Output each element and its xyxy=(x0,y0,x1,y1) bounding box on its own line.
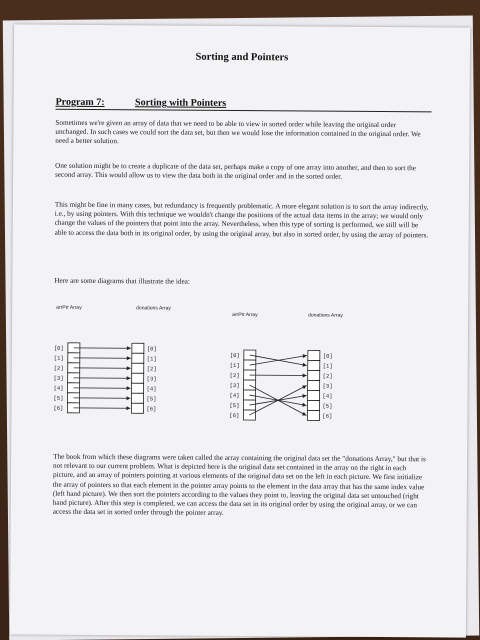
left-arrptr-label: arrPtr Array xyxy=(56,304,82,311)
diagram-unsorted xyxy=(53,305,171,414)
right-data-index: [2] xyxy=(322,372,333,380)
left-pointer-arrowhead xyxy=(127,346,131,350)
left-data-cell xyxy=(132,383,144,393)
right-data-index: [1] xyxy=(322,362,333,370)
paragraph-intro: Sometimes we're given an array of data that we need to be able to view in sorted order while leaving the original order unchanged. In such cases we could sort the data set, but then we would lose the information contained in the original order. We need a better solution. xyxy=(55,118,421,146)
right-ptr-index: [1] xyxy=(229,361,240,369)
left-ptr-index: [1] xyxy=(53,354,64,362)
left-ptr-index: [4] xyxy=(53,384,64,392)
left-pointer-arrowhead xyxy=(127,366,131,370)
left-data-cell xyxy=(132,353,144,363)
left-data-index: [5] xyxy=(146,395,157,403)
right-pointer-arrowhead xyxy=(302,394,306,398)
right-ptr-index: [3] xyxy=(229,381,240,389)
pointer-diagrams xyxy=(53,303,434,456)
right-donations-label: donations Array xyxy=(308,312,343,319)
right-data-cell xyxy=(308,380,320,390)
paragraph-explanation: The book from which these diagrams were taken called the array containing the original data set the "donations Array," but that is not relevant to our current problem. What is depicted here is the original data set contained in the array on the right in each picture, and an array of pointers pointing at various elements of the original data set on the left in each picture. We first initialize the array of pointers so that each element in the pointer array points to the element in the data array that has the same index value (left hand picture). We then sort the pointers according to the values they point to, leaving the original data set untouched (right hand picture). After this step is completed, we can access the data set in its original order by using the original array, or we can access the data set in sorted order through the pointer array. xyxy=(52,452,426,518)
right-data-cell xyxy=(308,350,320,360)
program-heading xyxy=(56,97,432,113)
left-data-index: [2] xyxy=(146,365,157,373)
right-data-cell xyxy=(307,400,319,410)
right-data-cell xyxy=(308,360,320,370)
right-data-cell xyxy=(308,390,320,400)
right-ptr-index: [6] xyxy=(229,411,240,419)
paragraph-pointer-solution: This might be fine in many cases, but redundancy is frequently problematic. A more elegant solution is to sort the array indirectly, i.e., by using pointers. With this technique we wouldn't change the positions of the actual data items in the array; we would only change the values of the pointers that point into the array. Nevertheless, when this type of sorting is performed, we still will be able to access the data both in its original order, by using the original array, but also in sorted order, by using the array of pointers. xyxy=(54,200,429,239)
left-pointer-arrowhead xyxy=(127,356,131,360)
right-data-index: [5] xyxy=(322,402,333,410)
left-data-index: [4] xyxy=(146,385,157,393)
diagram-sorted xyxy=(229,312,343,421)
left-pointer-arrowhead xyxy=(127,376,131,380)
left-data-index: [6] xyxy=(146,405,157,413)
left-ptr-index: [5] xyxy=(53,394,64,402)
left-ptr-index: [6] xyxy=(53,404,64,412)
left-pointer-arrowhead xyxy=(127,396,131,400)
left-data-index: [3] xyxy=(146,375,157,383)
paragraph-copy-solution: One solution might be to create a duplicate of the data set, perhaps make a copy of one array into another, and then to sort the second array. This would allow us to view the data both in the original order and in the sorted order. xyxy=(55,161,416,181)
right-pointer-arrowhead xyxy=(303,354,307,358)
left-donations-label: donations Array xyxy=(136,305,171,312)
document-page xyxy=(10,24,470,637)
left-data-cell xyxy=(132,343,144,353)
left-data-cell xyxy=(132,363,144,373)
right-ptr-index: [2] xyxy=(229,371,240,379)
program-title: Sorting with Pointers xyxy=(135,97,227,109)
right-data-index: [4] xyxy=(322,392,333,400)
left-data-cell xyxy=(131,403,143,413)
right-data-cell xyxy=(308,370,320,380)
left-ptr-index: [0] xyxy=(53,344,64,352)
left-ptr-index: [3] xyxy=(53,374,64,382)
right-ptr-index: [0] xyxy=(229,351,240,359)
left-data-cell xyxy=(132,373,144,383)
right-ptr-index: [5] xyxy=(229,401,240,409)
left-pointer-arrowhead xyxy=(127,386,131,390)
right-arrptr-label: arrPtr Array xyxy=(232,311,258,319)
left-pointer-arrowhead xyxy=(126,406,130,410)
program-number: Program 7: xyxy=(55,96,105,109)
right-ptr-index: [4] xyxy=(229,391,240,399)
right-data-index: [6] xyxy=(322,412,333,420)
page-title: Sorting and Pointers xyxy=(195,51,289,64)
left-data-index: [0] xyxy=(146,345,157,353)
right-pointer-arrowhead xyxy=(303,373,307,377)
right-data-index: [0] xyxy=(322,352,333,360)
right-data-cell xyxy=(307,410,319,420)
left-data-cell xyxy=(131,393,143,403)
right-pointer-arrowhead xyxy=(302,363,306,367)
paragraph-diagram-intro: Here are some diagrams that illustrate the idea: xyxy=(54,276,190,286)
right-pointer-arrowhead xyxy=(302,403,306,407)
right-ptr-cell xyxy=(244,390,256,400)
left-ptr-index: [2] xyxy=(53,364,64,372)
right-data-index: [3] xyxy=(322,382,333,390)
left-data-index: [1] xyxy=(146,355,157,363)
